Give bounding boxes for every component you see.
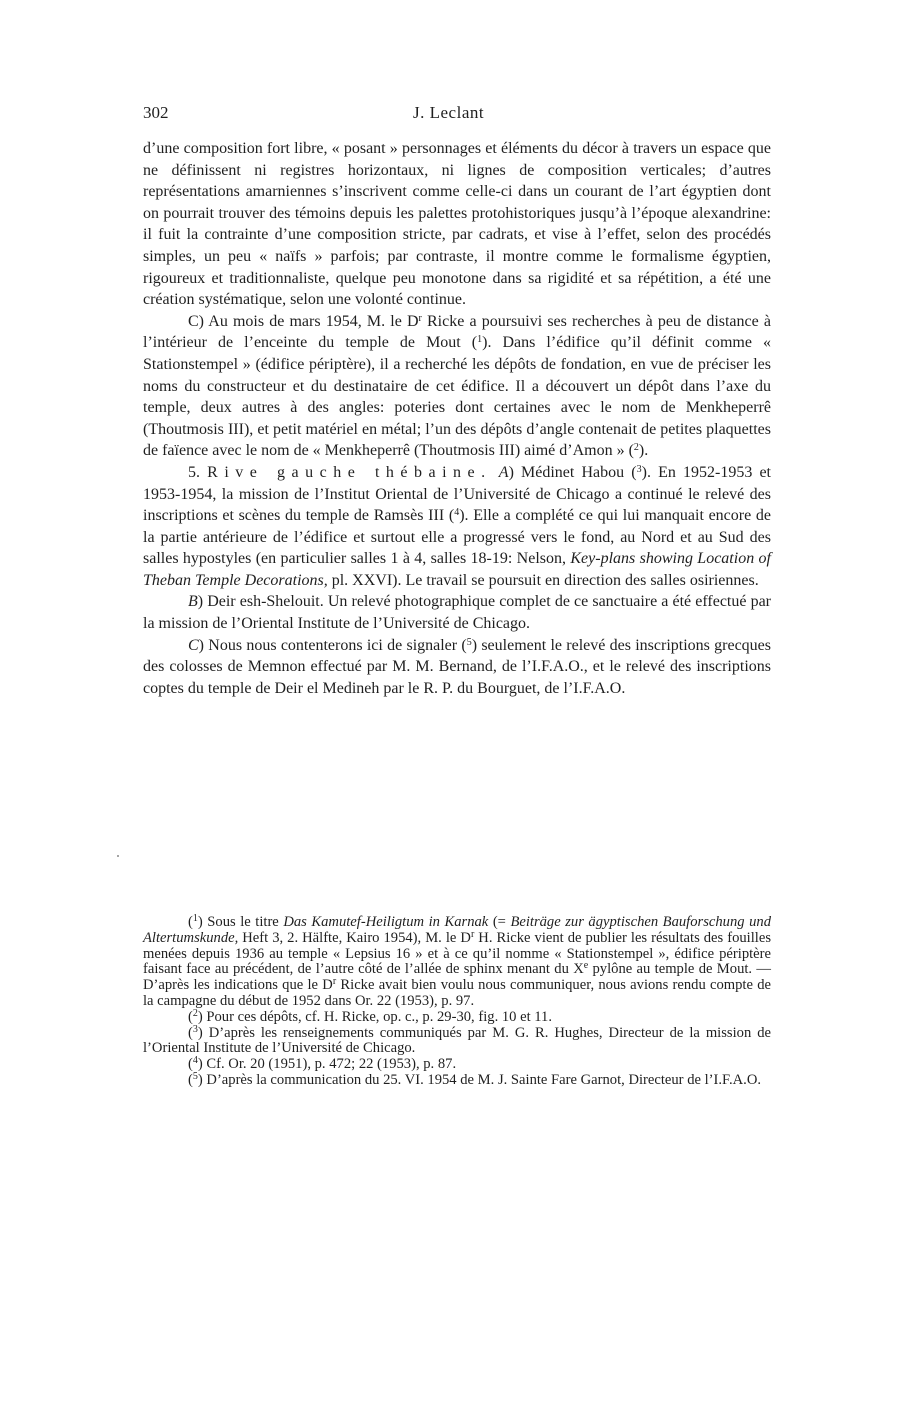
footnote-3: ($^3$) D’après les renseignements communiqués par M. G. R. Hughes, Directeur de la mission de l’Oriental Institute de l’Université de Chicago. — [143, 1023, 771, 1057]
paragraph-5: C) Nous nous contenterons ici de signaler ($^5$) seulement le relevé des inscriptions grecques des colosses de Memnon effectué par M. M. Bernand, de l’I.F.A.O., et le relevé des inscriptions coptes du temple de Deir el Medineh par le R. P. du Bourguet, de l’I.F.A.O. — [143, 636, 772, 697]
scan-speck — [117, 855, 119, 857]
paragraph-3: 5. Rive gauche thébaine. A) Médinet Habou ($^3$). En 1952-1953 et 1953-1954, la mission de l’Institut Oriental de l’Université de Chicago a continué le relevé des inscriptions et scènes du temple de Ramsès III ($^4$). Elle a complété ce qui lui manquait encore de la partie antérieure de l’édifice et surtout elle a progressé vers le fond, au Nord et au Sud des salles hypostyles (en particulier salles 1 à 4, salles 18-19: Nelson, Key-plans showing Location of Theban Temple Decorations, pl. XXVI). Le travail se poursuit en direction des salles osiriennes. — [143, 463, 771, 589]
paragraph-4: B) Deir esh-Shelouit. Un relevé photographique complet de ce sanctuaire a été effectué par la mission de l’Oriental Institute de l’Université de Chicago. — [143, 593, 771, 633]
footnotes — [143, 915, 771, 1089]
body-text — [143, 138, 771, 699]
citation-title: Key-plans showing Location of Theban Temple Decorations, — [143, 550, 771, 589]
footnote-4: ($^4$) Cf. Or. 20 (1951), p. 472; 22 (1953), p. 87. — [188, 1055, 457, 1073]
footnote-2: ($^2$) Pour ces dépôts, cf. H. Ricke, op. c., p. 29-30, fig. 10 et 11. — [188, 1007, 552, 1025]
section-heading: Rive gauche thébaine. — [207, 463, 492, 481]
running-header — [143, 103, 771, 127]
footnote-ref-4: 4 — [454, 507, 460, 519]
page-number: 302 — [143, 103, 169, 122]
footnote-1: ($^1$) Sous le titre Das Kamutef-Heiligtum in Karnak (= Beiträge zur ägyptischen Bauforschung und Altertumskunde, Heft 3, 2. Hälfte, Kairo 1954), M. le $D^r$ H. Ricke vient de publier les résultats des fouilles menées depuis 1936 au temple « Lepsius 16 » et à ce qu’il nomme « Stationstempel », édifice périptère faisant face au précédent, de l’autre côté de l’allée de sphinx menant du Xe pylône au temple de Mout. — D’après les indications que le $D^r$ Ricke avait bien voulu nous communiquer, nous avions rendu compte de la campagne du début de 1952 dans Or. 22 (1953), p. 97. — [143, 913, 771, 1009]
footnote-ref-1: 1 — [477, 334, 483, 346]
footnote-5: ($^5$) D’après la communication du 25. VI. 1954 de M. J. Sainte Fare Garnot, Directeur de l’I.F.A.O. — [188, 1070, 762, 1088]
running-title: J. Leclant — [413, 103, 485, 122]
paragraph-1: d’une composition fort libre, « posant » personnages et éléments du décor à travers un espace que ne définissent ni registres horizontaux, ni lignes de composition verticales; d’autres représentations amarniennes s’inscrivent comme celle-ci dans un courant de l’art égyptien dont on pourrait trouver des témoins depuis les palettes protohistoriques jusqu’à l’époque alexandrine: il fuit la contrainte d’une composition stricte, par cadrats, et vise à l’effet, selon des procédés simples, un peu « naïfs » parfois; par contraste, il montre comme le formalisme égyptien, rigoureux et traditionnaliste, quelque peu monotone dans sa rigidité et sa répétition, a été une création systématique, selon une volonté continue. — [143, 140, 771, 309]
footnote-ref-2: 2 — [633, 442, 639, 454]
paragraph-2: C) Au mois de mars 1954, M. le $D^r$ Ricke a poursuivi ses recherches à peu de distance à l’intérieur de l’enceinte du temple de Mout ($^1$). Dans l’édifice qu’il définit comme « Stationstempel » (édifice périptère), il a recherché les dépôts de fondation, en vue de préciser les noms du constructeur et du destinataire de cet édifice. Il a découvert un dépôt dans l’axe du temple, deux autres à des angles: poteries dont certaines avec le nom de Menkheperrê (Thoutmosis III), et petit matériel en métal; l’un des dépôts d’angle contenait de petites plaquettes de faïence avec le nom de « Menkheperrê (Thoutmosis III) aimé d’Amon » ($^2$). — [143, 312, 771, 460]
footnote-ref-3: 3 — [636, 463, 642, 475]
footnote-ref-5: 5 — [466, 636, 472, 648]
